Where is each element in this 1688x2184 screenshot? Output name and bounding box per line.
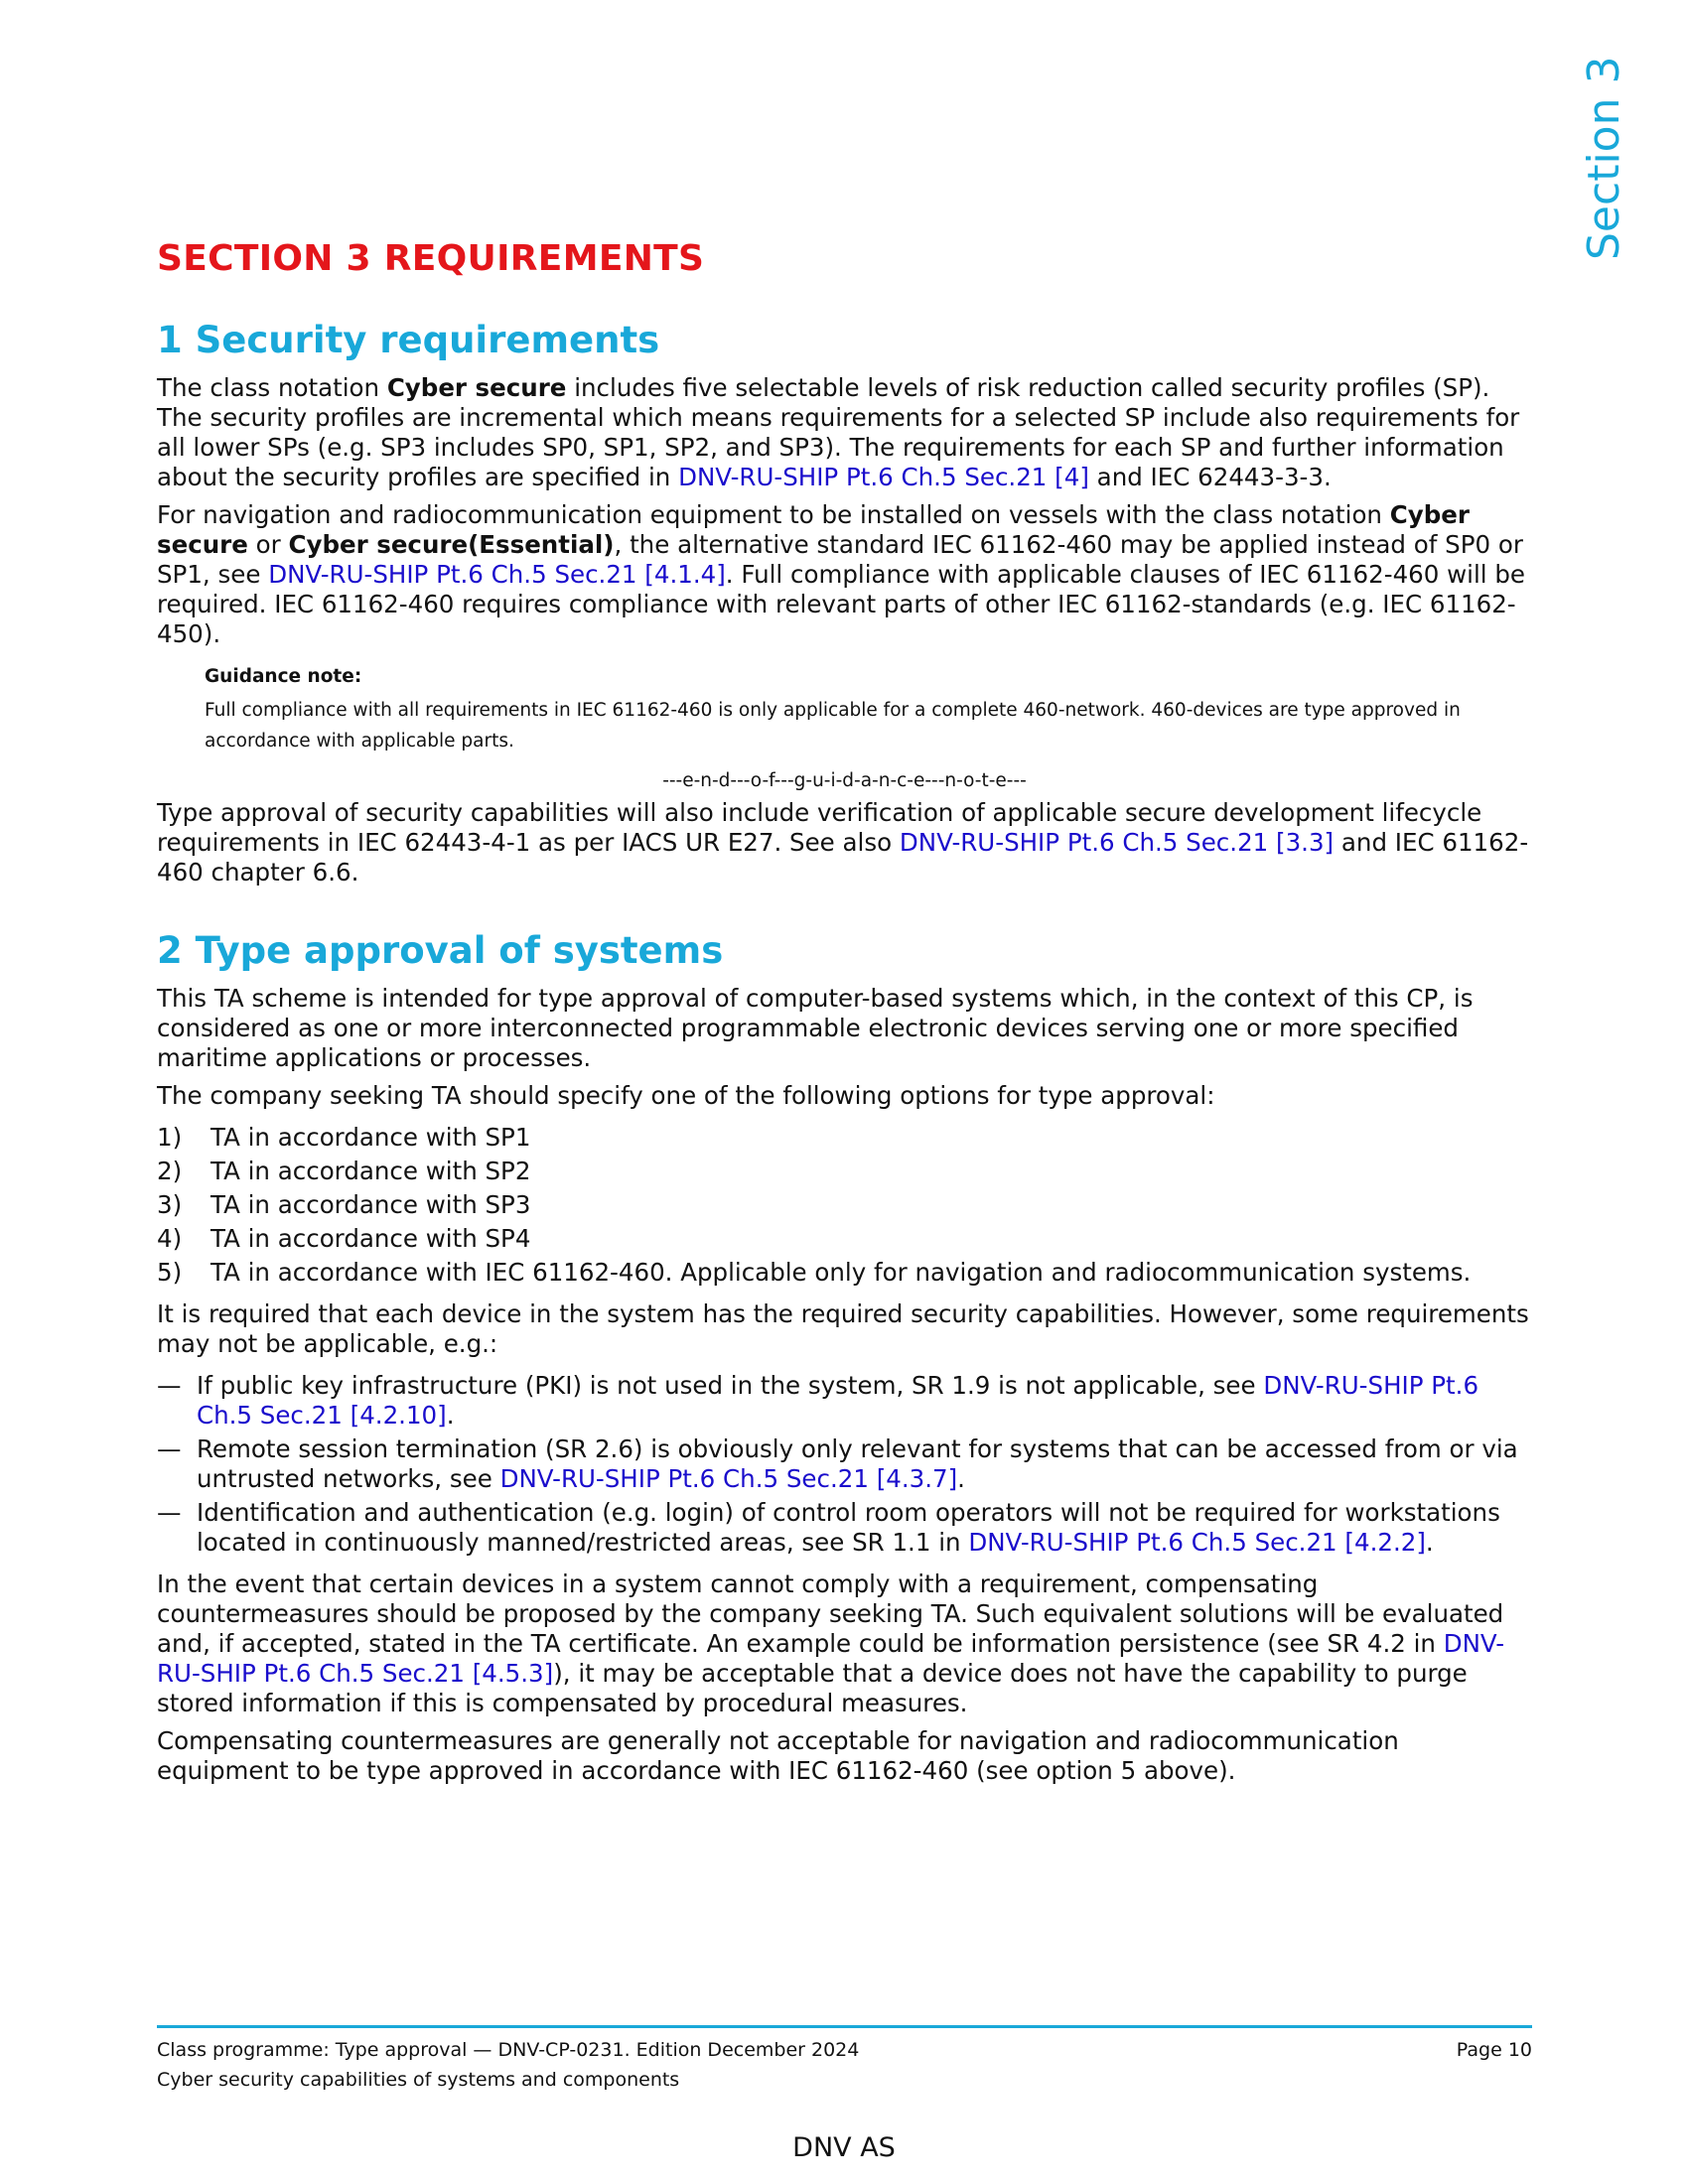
footer-document-title: Class programme: Type approval — DNV-CP-0231. Edition December 2024 — [157, 2039, 860, 2061]
list-item: — Identification and authentication (e.g. login) of control room operators will not be required for workstations located in continuously manned/restricted areas, see SR 1.1 in DNV-RU-SHIP Pt.6 Ch.5 Sec.21 [4.2.2]. — [157, 1498, 1500, 1557]
page-number: Page 10 — [1456, 2039, 1532, 2061]
footer-subtitle: Cyber security capabilities of systems and components — [157, 2069, 680, 2091]
paragraph: The company seeking TA should specify one of the following options for type approval: — [157, 1081, 1215, 1110]
list-item: 1) TA in accordance with SP1 — [157, 1123, 531, 1152]
list-item: — Remote session termination (SR 2.6) is obviously only relevant for systems that can be accessed from or via untrusted networks, see DNV-RU-SHIP Pt.6 Ch.5 Sec.21 [4.3.7]. — [157, 1434, 1518, 1493]
list-item: 2) TA in accordance with SP2 — [157, 1157, 531, 1185]
reference-link[interactable]: DNV-RU-SHIP Pt.6 Ch.5 Sec.21 [4.5.3] — [157, 1629, 1505, 1688]
reference-link[interactable]: DNV-RU-SHIP Pt.6 Ch.5 Sec.21 [4] — [678, 463, 1089, 491]
paragraph: This TA scheme is intended for type approval of computer-based systems which, in the context of this CP, is considered as one or more interconnected programmable electronic devices serving one or more specified maritime applications or processes. — [157, 984, 1474, 1072]
section-title: SECTION 3 REQUIREMENTS — [157, 238, 705, 279]
page-footer — [157, 2035, 1532, 2095]
exceptions-list — [157, 1371, 1532, 1558]
paragraph: Compensating countermeasures are generally not acceptable for navigation and radiocommunication equipment to be type approved in accordance with IEC 61162-460 (see option 5 above). — [157, 1726, 1399, 1785]
footer-divider — [157, 2025, 1532, 2028]
heading-type-approval-of-systems: 2 Type approval of systems — [157, 929, 724, 972]
list-item: 4) TA in accordance with SP4 — [157, 1224, 531, 1253]
paragraph: Type approval of security capabilities will also include verification of applicable secure development lifecycle requirements in IEC 62443-4-1 as per IACS UR E27. See also DNV-RU-SHIP Pt.6 Ch.5 Sec.21 [3.3] and IEC 61162-460 chapter 6.6. — [157, 798, 1529, 887]
paragraph: In the event that certain devices in a system cannot comply with a requirement, compensating countermeasures should be proposed by the company seeking TA. Such equivalent solutions will be evaluated and, if accepted, stated in the TA certificate. An example could be information persistence (see SR 4.2 in DNV-RU-SHIP Pt.6 Ch.5 Sec.21 [4.5.3]), it may be acceptable that a device does not have the capability to purge stored information if this is compensated by procedural measures. — [157, 1570, 1505, 1717]
list-item: 3) TA in accordance with SP3 — [157, 1190, 531, 1219]
paragraph: The class notation Cyber secure includes five selectable levels of risk reduction called security profiles (SP). The security profiles are incremental which means requirements for a selected SP include also requirements for all lower SPs (e.g. SP3 includes SP0, SP1, SP2, and SP3). The requirements for each SP and further information about the security profiles are specified in DNV-RU-SHIP Pt.6 Ch.5 Sec.21 [4] and IEC 62443-3-3. — [157, 373, 1520, 491]
guidance-note — [205, 663, 1525, 756]
company-name: DNV AS — [792, 2132, 896, 2163]
page-body — [157, 238, 1532, 1794]
reference-link[interactable]: DNV-RU-SHIP Pt.6 Ch.5 Sec.21 [4.3.7] — [499, 1464, 958, 1493]
reference-link[interactable]: DNV-RU-SHIP Pt.6 Ch.5 Sec.21 [4.2.10] — [197, 1371, 1479, 1430]
paragraph: It is required that each device in the system has the required security capabilities. However, some requirements may not be applicable, e.g.: — [157, 1299, 1529, 1358]
guidance-end-marker: ---e-n-d---o-f---g-u-i-d-a-n-c-e---n-o-t-e--- — [662, 770, 1027, 791]
options-list — [157, 1121, 1532, 1290]
reference-link[interactable]: DNV-RU-SHIP Pt.6 Ch.5 Sec.21 [3.3] — [899, 828, 1335, 857]
list-item: — If public key infrastructure (PKI) is not used in the system, SR 1.9 is not applicable, see DNV-RU-SHIP Pt.6 Ch.5 Sec.21 [4.2.10]. — [157, 1371, 1479, 1430]
reference-link[interactable]: DNV-RU-SHIP Pt.6 Ch.5 Sec.21 [4.2.2] — [968, 1528, 1426, 1557]
paragraph: For navigation and radiocommunication equipment to be installed on vessels with the class notation Cyber secure or Cyber secure(Essential), the alternative standard IEC 61162-460 may be applied instead of SP0 or SP1, see DNV-RU-SHIP Pt.6 Ch.5 Sec.21 [4.1.4]. Full compliance with applicable clauses of IEC 61162-460 will be required. IEC 61162-460 requires compliance with relevant parts of other IEC 61162-standards (e.g. IEC 61162-450). — [157, 500, 1525, 648]
side-section-label: Section 3 — [1579, 56, 1629, 260]
list-item: 5) TA in accordance with IEC 61162-460. Applicable only for navigation and radiocommunication systems. — [157, 1258, 1472, 1287]
guidance-title: Guidance note: — [205, 666, 362, 687]
heading-security-requirements: 1 Security requirements — [157, 319, 660, 361]
guidance-text: Full compliance with all requirements in IEC 61162-460 is only applicable for a complete 460-network. 460-devices are type approved in accordance with applicable parts. — [205, 700, 1461, 751]
reference-link[interactable]: DNV-RU-SHIP Pt.6 Ch.5 Sec.21 [4.1.4] — [268, 560, 726, 589]
